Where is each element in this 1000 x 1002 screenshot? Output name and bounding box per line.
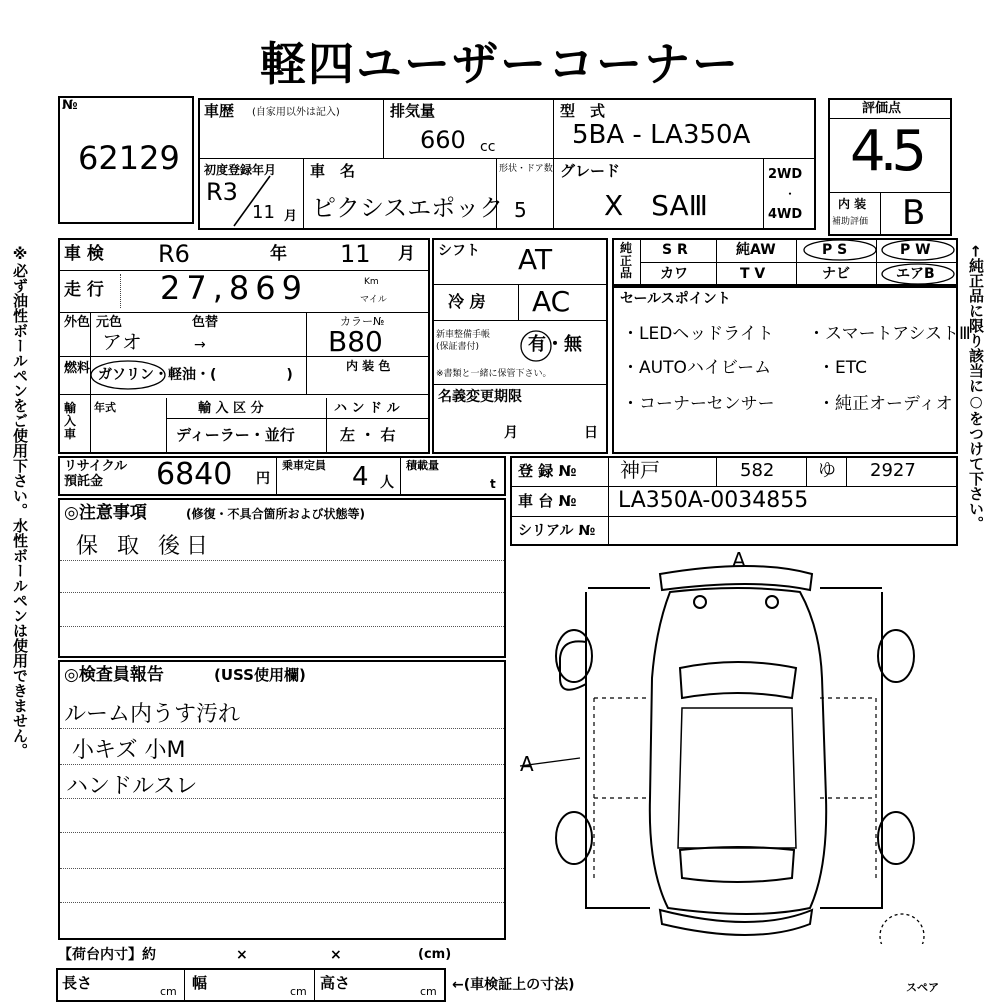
inspection-year-unit: 年: [270, 244, 287, 264]
inspector-label: ◎検査員報告: [64, 665, 164, 685]
inspector-sub: (USS使用欄): [214, 666, 306, 684]
aircon-label: 冷 房: [448, 292, 486, 311]
doors-label: 形状・ドア数: [499, 164, 553, 174]
interior-sub: 補助評価: [832, 217, 869, 227]
lot-number: 62129: [78, 139, 180, 177]
aircon-value: AC: [532, 285, 571, 318]
drive-2wd: 2WD: [768, 167, 803, 182]
recycle-label: リサイクル 預託金: [64, 459, 128, 489]
shift-label: シフト: [438, 243, 480, 259]
equip-tv: T V: [740, 266, 766, 282]
cargo-dims-box: [56, 968, 446, 1002]
model-label: 型 式: [560, 102, 606, 120]
cargo-length-unit: cm: [160, 985, 177, 998]
inspector-line-1: ルーム内うす汚れ: [64, 702, 241, 727]
cargo-length-label: 長さ: [62, 974, 93, 992]
lot-mark: №: [62, 98, 78, 113]
right-note: ←純正品に限り該当に○をつけて下さい。: [967, 245, 985, 531]
equip-ps: P S: [822, 242, 848, 258]
registration-class: 582: [740, 460, 775, 481]
sales-point-2: ・スマートアシストⅢ: [808, 324, 971, 344]
sales-point-3: ・AUTOハイビーム: [622, 358, 772, 378]
history-label: 車歴: [204, 102, 235, 120]
import-category: ディーラー・並行: [176, 426, 295, 444]
notes-label: ◎注意事項: [64, 503, 147, 523]
fuel-circle: [88, 358, 168, 392]
cargo-label: 【荷台内寸】約: [58, 947, 156, 963]
serial-label: シリアル №: [518, 523, 596, 539]
first-reg-month-unit: 月: [284, 209, 298, 224]
cargo-width-label: 幅: [192, 974, 208, 992]
cargo-x1: ×: [236, 947, 248, 963]
name-change-label: 名義変更期限: [438, 389, 522, 405]
notes-text: 保 取 後日: [76, 534, 214, 559]
mileage-unit-mile: マイル: [360, 295, 387, 305]
diagram-spare: スペア: [906, 981, 939, 994]
sales-point-6: ・純正オーディオ: [818, 394, 953, 414]
cargo-height-unit: cm: [420, 985, 437, 998]
load-label: 積載量: [406, 459, 439, 472]
equip-airbag: エアB: [896, 266, 935, 282]
color-code-label: カラー№: [340, 315, 385, 328]
diagram-mark-side: A: [520, 752, 534, 776]
color-label: 外色: [64, 315, 91, 330]
sales-point-5: ・コーナーセンサー: [622, 394, 775, 414]
recycle-value: 6840: [156, 457, 233, 492]
model-value: 5BA - LA350A: [572, 120, 751, 150]
interior-value: B: [902, 193, 926, 233]
first-reg-month: 11: [252, 202, 275, 223]
cargo-height-label: 高さ: [320, 974, 351, 992]
color-change-label: 色替: [192, 315, 219, 330]
inspection-month: 11: [340, 240, 371, 268]
score-value: 4.5: [850, 119, 922, 184]
score-label: 評価点: [862, 101, 902, 116]
car-name-value: ピクシスエポック: [312, 194, 504, 222]
left-note: ※必ず油性ボールペンをご使用下さい。水性ボールペンは使用できません。: [11, 245, 29, 758]
color-code: B80: [328, 325, 383, 358]
car-diagram: [510, 548, 958, 944]
displacement-label: 排気量: [390, 102, 436, 120]
fuel-label: 燃料: [64, 361, 91, 376]
mileage-value: 27,869: [160, 269, 308, 307]
fuel-options: ガソリン・軽油・( ): [98, 367, 293, 383]
doors-value: 5: [514, 198, 527, 222]
cargo-width-unit: cm: [290, 985, 307, 998]
inspection-value: R6: [158, 240, 190, 268]
chassis-value: LA350A-0034855: [618, 488, 809, 513]
page-title: 軽四ユーザーコーナー: [260, 37, 740, 91]
displacement-unit: cc: [480, 139, 496, 155]
equip-pw: P W: [900, 242, 931, 258]
drive-sep: ・: [784, 187, 797, 201]
import-label: 輸入車: [64, 401, 77, 442]
inspector-line-3: ハンドルスレ: [66, 774, 198, 799]
cargo-x2: ×: [330, 947, 342, 963]
equip-navi: ナビ: [822, 266, 850, 282]
sales-point-4: ・ETC: [818, 358, 867, 378]
registration-area: 神戸: [620, 458, 660, 482]
interior-label: 内 装: [838, 197, 867, 211]
name-change-day: 日: [584, 425, 598, 441]
first-reg-year: R3: [206, 178, 238, 206]
displacement-value: 660: [420, 126, 466, 154]
cargo-unit: (cm): [418, 947, 452, 962]
capacity-label: 乗車定員: [282, 459, 326, 472]
car-name-label: 車 名: [310, 162, 356, 180]
capacity-unit: 人: [380, 475, 394, 491]
import-category-label: 輸 入 区 分: [198, 401, 264, 416]
recycle-unit: 円: [256, 471, 270, 487]
manual-label: 新車整備手帳 (保証書付): [436, 330, 491, 352]
inspection-label: 車 検: [64, 244, 104, 264]
import-handle-label: ハ ン ド ル: [334, 401, 400, 416]
equip-leather: カワ: [660, 266, 688, 282]
manual-value: 有・無: [528, 334, 582, 355]
drive-4wd: 4WD: [768, 207, 803, 222]
grade-value: X SAⅢ: [604, 189, 708, 222]
cargo-note: ←(車検証上の寸法): [452, 977, 575, 993]
load-unit: t: [490, 477, 496, 491]
color-orig-label: 元色: [96, 315, 123, 330]
import-handle: 左 ・ 右: [340, 426, 396, 444]
diagram-mark-front: A: [732, 548, 746, 572]
color-arrow: →: [194, 337, 206, 353]
capacity-value: 4: [352, 462, 369, 492]
shift-value: AT: [518, 243, 553, 276]
name-change-month: 月: [504, 425, 518, 441]
registration-number: 2927: [870, 460, 916, 481]
first-reg-label: 初度登録年月: [204, 163, 277, 177]
inspection-month-unit: 月: [398, 244, 415, 264]
manual-circle: [518, 328, 554, 364]
mileage-label: 走 行: [64, 280, 104, 300]
grade-label: グレード: [560, 162, 621, 180]
registration-kana: ゆ: [818, 460, 836, 481]
history-note: (自家用以外は記入): [252, 107, 340, 118]
equipment-label: 純正品: [620, 241, 633, 281]
equip-aw: 純AW: [736, 242, 776, 258]
sales-point-1: ・LEDヘッドライト: [622, 324, 774, 344]
import-year-label: 年式: [94, 401, 116, 414]
interior-color-label: 内 装 色: [346, 359, 391, 373]
equip-sr: S R: [662, 242, 688, 258]
color-orig: アオ: [102, 330, 142, 354]
notes-sub: (修復・不具合箇所および状態等): [186, 507, 365, 521]
sales-points-label: セールスポイント: [620, 291, 731, 307]
registration-label: 登 録 №: [518, 462, 577, 480]
manual-note: ※書類と一緒に保管下さい。: [436, 369, 552, 379]
mileage-unit-km: Km: [364, 277, 379, 287]
equipment-circles: [800, 238, 960, 286]
inspector-line-2: 小キズ 小M: [72, 738, 186, 763]
chassis-label: 車 台 №: [518, 492, 577, 510]
